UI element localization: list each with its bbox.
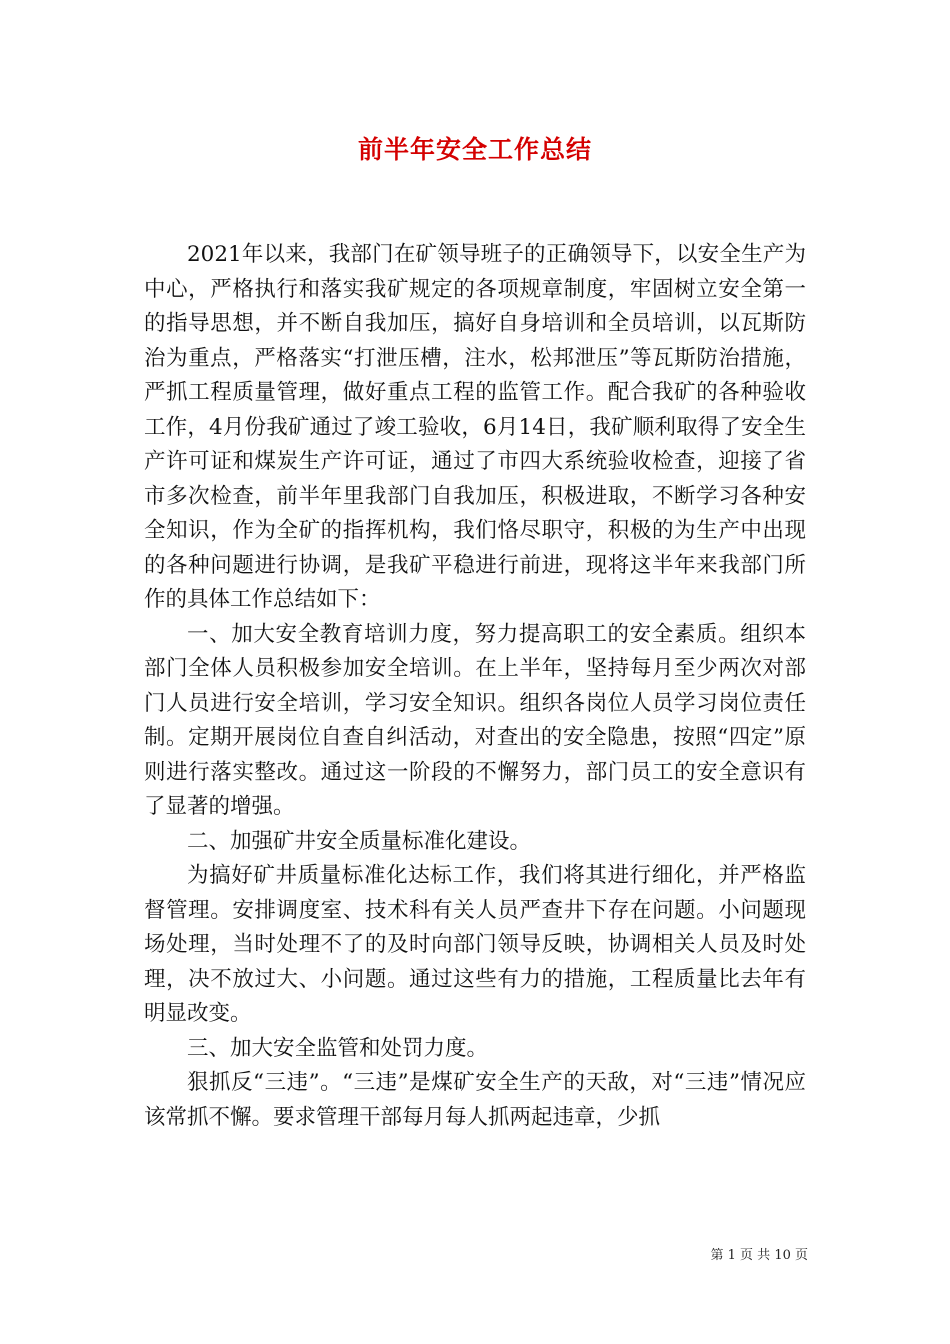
page-number-footer: 第 1 页 共 10 页: [710, 1248, 808, 1263]
document-title: 前半年安全工作总结: [357, 135, 592, 164]
paragraph-section-1: 一、加大安全教育培训力度，努力提高职工的安全素质。组织本部门全体人员积极参加安全培训。在上半年，坚持每月至少两次对部门人员进行安全培训，学习安全知识。组织各岗位人员学习岗位责任制。定期开展岗位自查自纠活动，对查出的安全隐患，按照“四定”原则进行落实整改。通过这一阶段的不懈努力，部门员工的安全意识有了显著的增强。: [144, 621, 806, 819]
document-body: [144, 238, 806, 1135]
paragraph-intro: 2021年以来，我部门在矿领导班子的正确领导下，以安全生产为中心，严格执行和落实我矿规定的各项规章制度，牢固树立安全第一的指导思想，并不断自我加压，搞好自身培训和全员培训，以瓦斯防治为重点，严格落实“打泄压槽，注水，松邦泄压”等瓦斯防治措施，严抓工程质量管理，做好重点工程的监管工作。配合我矿的各种验收工作，4月份我矿通过了竣工验收，6月14日，我矿顺利取得了安全生产许可证和煤炭生产许可证，通过了市四大系统验收检查，迎接了省市多次检查，前半年里我部门自我加压，积极进取，不断学习各种安全知识，作为全矿的指挥机构，我们恪尽职守，积极的为生产中出现的各种问题进行协调，是我矿平稳进行前进，现将这半年来我部门所作的具体工作总结如下：: [144, 242, 806, 612]
paragraph-section-2-heading: 二、加强矿井安全质量标准化建设。: [187, 828, 532, 854]
paragraph-section-3-heading: 三、加大安全监管和处罚力度。: [187, 1035, 489, 1061]
paragraph-section-2-body: 为搞好矿井质量标准化达标工作，我们将其进行细化，并严格监督管理。安排调度室、技术科有关人员严查井下存在问题。小问题现场处理，当时处理不了的及时向部门领导反映，协调相关人员及时处理，决不放过大、小问题。通过这些有力的措施，工程质量比去年有明显改变。: [144, 863, 806, 1026]
paragraph-section-3-body: 狠抓反“三违”。“三违”是煤矿安全生产的天敌，对“三违”情况应该常抓不懈。要求管理干部每月每人抓两起违章，少抓: [144, 1070, 806, 1130]
